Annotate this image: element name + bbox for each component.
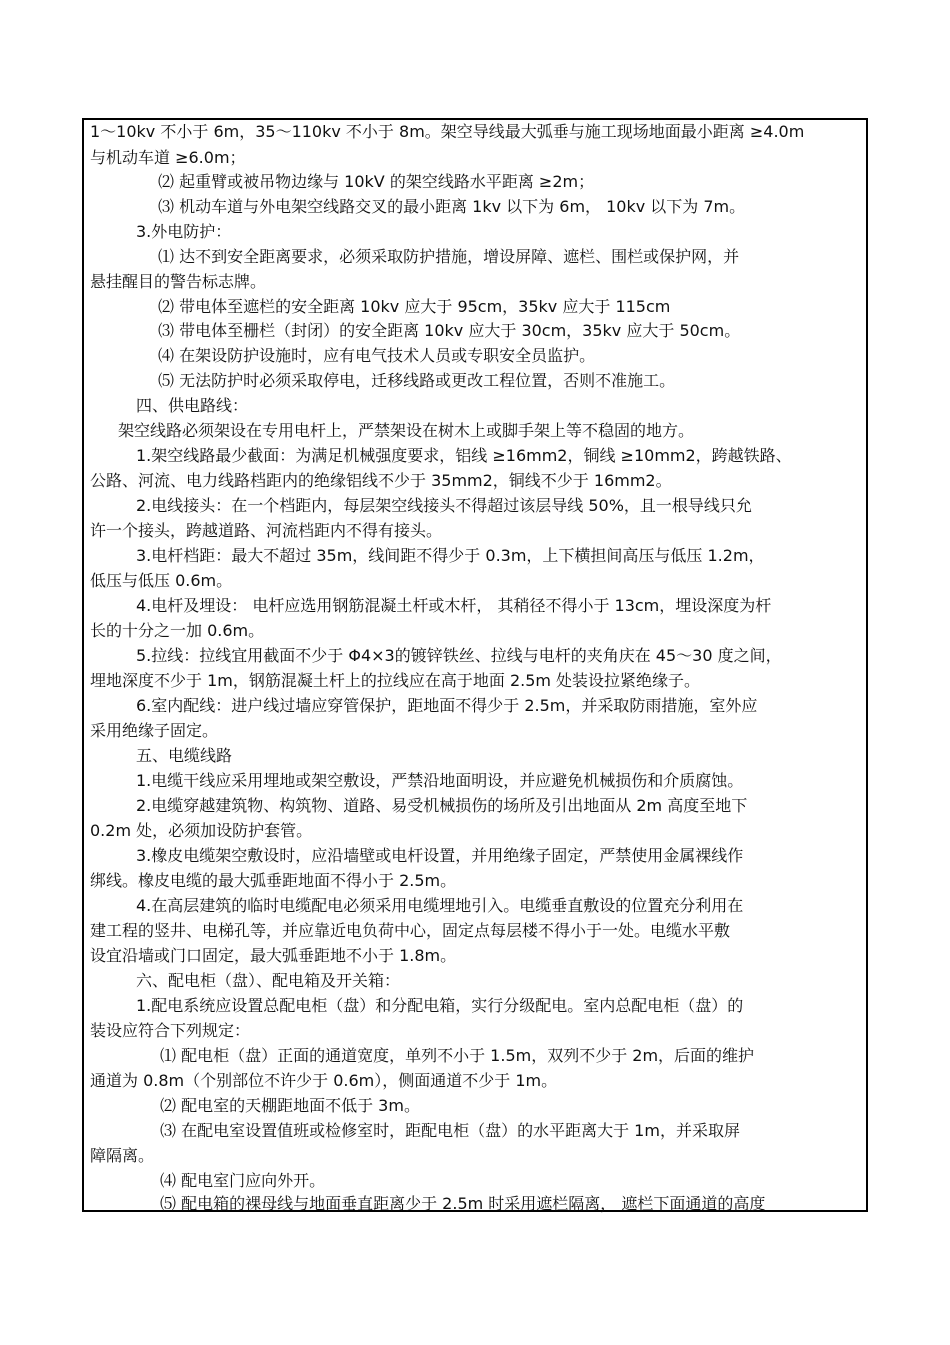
text-line: ⑴ 达不到安全距离要求，必须采取防护措施，增设屏障、遮栏、围栏或保护网，并	[158, 247, 740, 266]
text-line: 3.橡皮电缆架空敷设时，应沿墙壁或电杆设置，并用绝缘子固定，严禁使用金属裸线作	[136, 846, 744, 865]
section-heading: 五、电缆线路	[136, 746, 233, 765]
text-line: 埋地深度不少于 1m，钢筋混凝土杆上的拉线应在高于地面 2.5m 处装设拉紧绝缘子。	[90, 671, 701, 690]
text-line: 长的十分之一加 0.6m。	[90, 621, 265, 640]
text-line: 绑线。橡皮电缆的最大弧垂距地面不得小于 2.5m。	[90, 871, 457, 890]
text-line: 1.配电系统应设置总配电柜（盘）和分配电箱，实行分级配电。室内总配电柜（盘）的	[136, 996, 744, 1015]
text-line: 与机动车道 ≥6.0m；	[90, 148, 246, 167]
text-line: ⑸ 配电箱的裸母线与地面垂直距离少于 2.5m 时采用遮栏隔离， 遮栏下面通道的高度	[160, 1194, 766, 1213]
text-line: ⑶ 机动车道与外电架空线路交叉的最小距离 1kv 以下为 6m， 10kv 以下为 7m。	[158, 197, 746, 216]
text-line: 低压与低压 0.6m。	[90, 571, 233, 590]
text-line: 装设应符合下列规定：	[90, 1021, 251, 1040]
text-line: 设宜沿墙或门口固定，最大弧垂距地不小于 1.8m。	[90, 946, 457, 965]
text-line: ⑵ 起重臂或被吊物边缘与 10kV 的架空线路水平距离 ≥2m；	[158, 172, 595, 191]
text-line: ⑶ 在配电室设置值班或检修室时，距配电柜（盘）的水平距离大于 1m，并采取屏	[160, 1121, 740, 1140]
text-line: ⑵ 带电体至遮栏的安全距离 10kv 应大于 95cm，35kv 应大于 115cm	[158, 297, 671, 316]
text-line: 通道为 0.8m（个别部位不许少于 0.6m），侧面通道不少于 1m。	[90, 1071, 558, 1090]
text-line: 1.电缆干线应采用埋地或架空敷设，严禁沿地面明设，并应避免机械损伤和介质腐蚀。	[136, 771, 744, 790]
text-line: 2.电缆穿越建筑物、构筑物、道路、易受机械损伤的场所及引出地面从 2m 高度至地下	[136, 796, 748, 815]
section-heading: 六、配电柜（盘）、配电箱及开关箱：	[136, 971, 401, 990]
text-line: 1～10kv 不小于 6m，35～110kv 不小于 8m。架空导线最大弧垂与施工现场地面最小距离 ≥4.0m	[90, 122, 805, 141]
text-line: 公路、河流、电力线路档距内的绝缘铝线不少于 35mm2，铜线不少于 16mm2。	[90, 471, 672, 490]
text-line: 悬挂醒目的警告标志牌。	[90, 272, 267, 291]
text-line: 障隔离。	[90, 1146, 155, 1165]
section-heading: 四、供电路线：	[136, 396, 249, 415]
text-line: 5.拉线：拉线宜用截面不少于 Φ4×3的镀锌铁丝、拉线与电杆的夹角庆在 45～30 度之间，	[136, 646, 782, 665]
text-line: 4.在高层建筑的临时电缆配电必须采用电缆埋地引入。电缆垂直敷设的位置充分利用在	[136, 896, 744, 915]
text-line: 架空线路必须架设在专用电杆上，严禁架设在树木上或脚手架上等不稳固的地方。	[118, 421, 695, 440]
text-line: ⑷ 在架设防护设施时，应有电气技术人员或专职安全员监护。	[158, 346, 596, 365]
text-line: 6.室内配线：进户线过墙应穿管保护，距地面不得少于 2.5m，并采取防雨措施，室外应	[136, 696, 758, 715]
section-heading: 3.外电防护：	[136, 222, 232, 241]
text-line: 1.架空线路最少截面：为满足机械强度要求，铝线 ≥16mm2，铜线 ≥10mm2，跨越铁路、	[136, 446, 792, 465]
text-line: 3.电杆档距：最大不超过 35m，线间距不得少于 0.3m，上下横担间高压与低压 1.2m，	[136, 546, 765, 565]
text-line: 采用绝缘子固定。	[90, 721, 219, 740]
text-line: 建工程的竖井、电梯孔等，并应靠近电负荷中心，固定点每层楼不得小于一处。电缆水平敷	[90, 921, 731, 940]
text-line: 4.电杆及埋设： 电杆应选用钢筋混凝土杆或木杆， 其稍径不得小于 13cm，埋设深度为杆	[136, 596, 772, 615]
text-line: 2.电线接头：在一个档距内，每层架空线接头不得超过该层导线 50%，且一根导线只允	[136, 496, 752, 515]
text-line: ⑸ 无法防护时必须采取停电，迁移线路或更改工程位置，否则不准施工。	[158, 371, 676, 390]
text-line: ⑷ 配电室门应向外开。	[160, 1171, 326, 1190]
text-line: 0.2m 处，必须加设防护套管。	[90, 821, 313, 840]
text-line: ⑴ 配电柜（盘）正面的通道宽度，单列不小于 1.5m，双列不少于 2m，后面的维护	[160, 1046, 755, 1065]
text-line: ⑶ 带电体至栅栏（封闭）的安全距离 10kv 应大于 30cm，35kv 应大于 50cm。	[158, 321, 741, 340]
text-line: 许一个接头，跨越道路、河流档距内不得有接头。	[90, 521, 443, 540]
text-line: ⑵ 配电室的天棚距地面不低于 3m。	[160, 1096, 420, 1115]
